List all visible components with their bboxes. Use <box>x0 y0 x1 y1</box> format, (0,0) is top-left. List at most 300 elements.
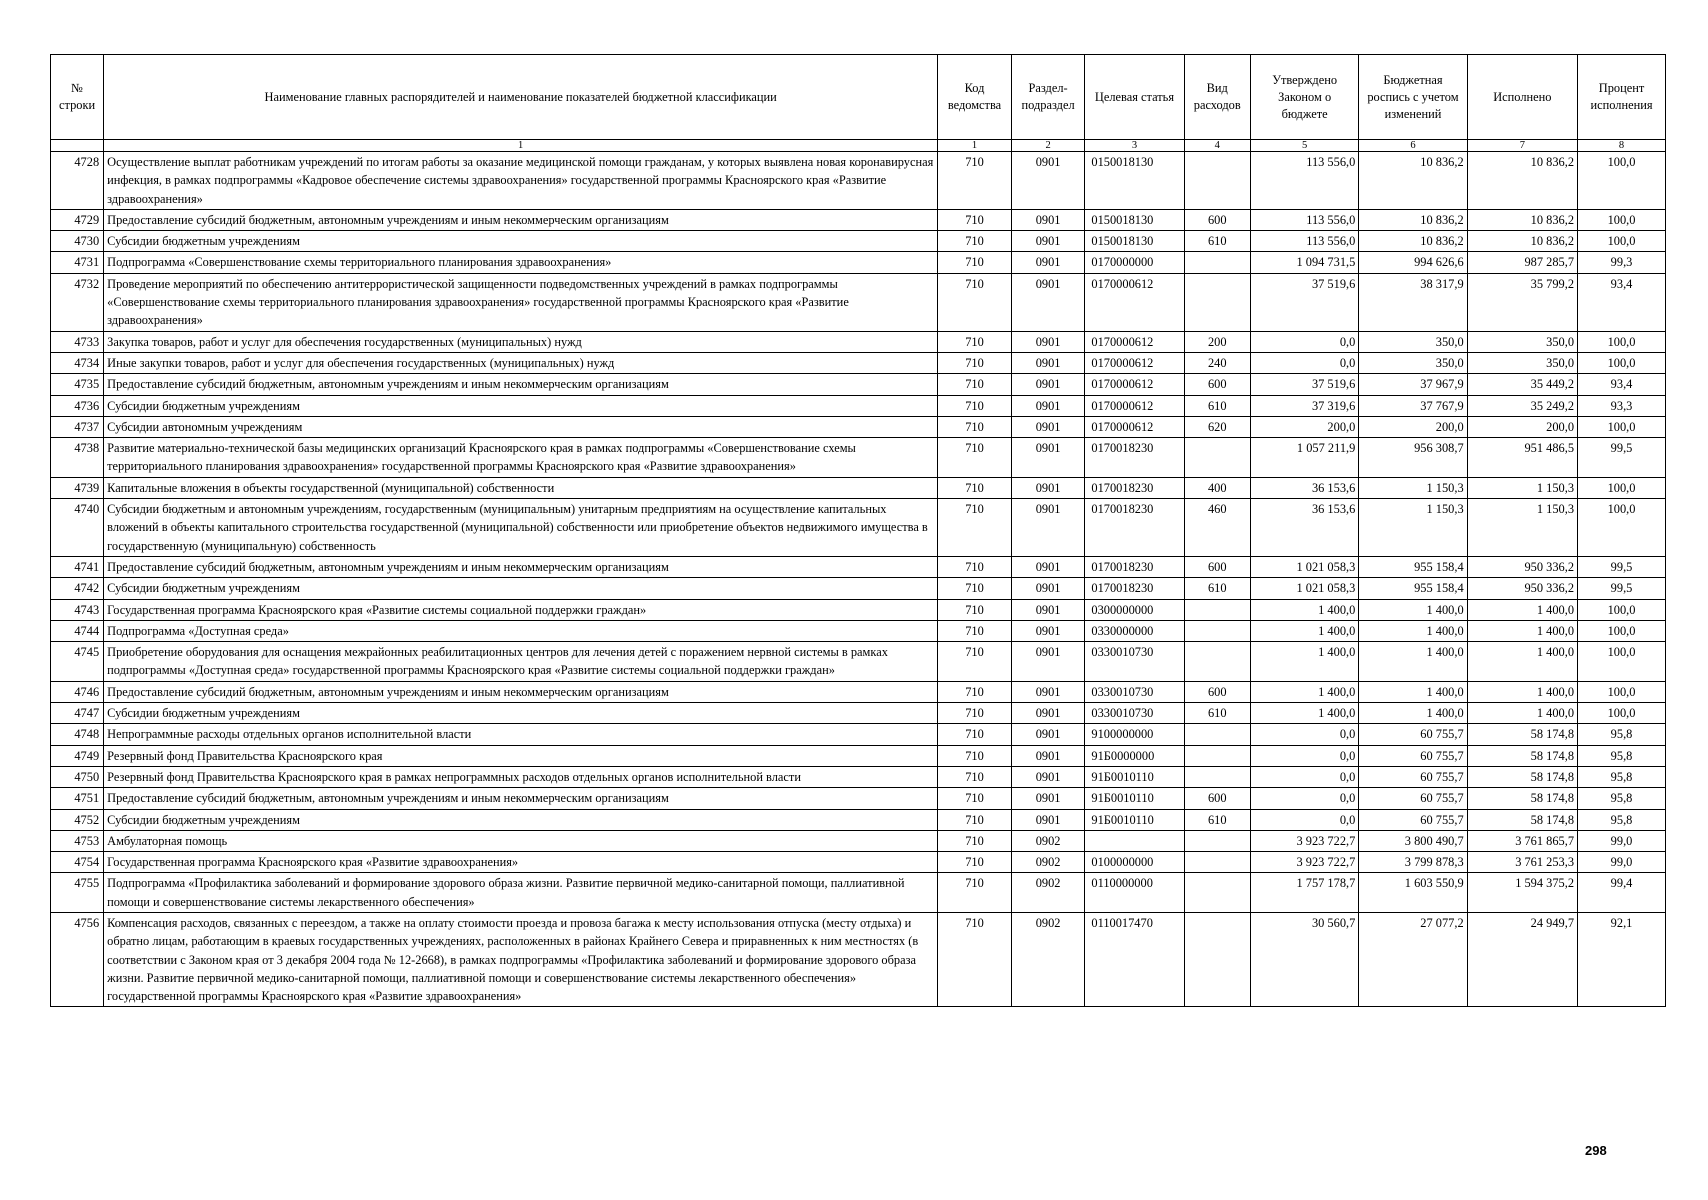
percent-value: 95,8 <box>1578 745 1666 766</box>
section-code: 0901 <box>1011 499 1085 557</box>
column-number: 4 <box>1184 140 1250 152</box>
section-code: 0901 <box>1011 724 1085 745</box>
budget-schedule-value: 27 077,2 <box>1359 912 1467 1006</box>
approved-value: 0,0 <box>1250 352 1358 373</box>
dept-code: 710 <box>938 331 1012 352</box>
row-number: 4756 <box>51 912 104 1006</box>
expense-type-code <box>1184 766 1250 787</box>
row-number: 4750 <box>51 766 104 787</box>
percent-value: 95,8 <box>1578 724 1666 745</box>
percent-value: 100,0 <box>1578 477 1666 498</box>
section-code: 0901 <box>1011 703 1085 724</box>
budget-schedule-value: 1 603 550,9 <box>1359 873 1467 913</box>
dept-code: 710 <box>938 642 1012 682</box>
approved-value: 3 923 722,7 <box>1250 852 1358 873</box>
table-row <box>51 578 1666 599</box>
target-item-code: 0330000000 <box>1085 620 1184 641</box>
executed-value: 10 836,2 <box>1467 209 1577 230</box>
approved-value: 113 556,0 <box>1250 231 1358 252</box>
dept-code: 710 <box>938 231 1012 252</box>
section-code: 0901 <box>1011 438 1085 478</box>
approved-value: 0,0 <box>1250 745 1358 766</box>
approved-value: 1 021 058,3 <box>1250 556 1358 577</box>
section-code: 0901 <box>1011 809 1085 830</box>
approved-value: 0,0 <box>1250 331 1358 352</box>
dept-code: 710 <box>938 809 1012 830</box>
table-header-row <box>51 55 1666 140</box>
section-code: 0901 <box>1011 745 1085 766</box>
row-number: 4737 <box>51 416 104 437</box>
expense-type-code <box>1184 599 1250 620</box>
target-item-code: 0170000612 <box>1085 331 1184 352</box>
table-row <box>51 873 1666 913</box>
section-code: 0901 <box>1011 352 1085 373</box>
executed-value: 1 400,0 <box>1467 620 1577 641</box>
section-code: 0902 <box>1011 912 1085 1006</box>
section-code: 0901 <box>1011 578 1085 599</box>
row-name: Закупка товаров, работ и услуг для обеспечения государственных (муниципальных) нужд <box>104 331 938 352</box>
row-number: 4751 <box>51 788 104 809</box>
approved-value: 0,0 <box>1250 724 1358 745</box>
budget-schedule-value: 1 400,0 <box>1359 681 1467 702</box>
section-code: 0901 <box>1011 620 1085 641</box>
percent-value: 100,0 <box>1578 642 1666 682</box>
budget-schedule-value: 1 150,3 <box>1359 499 1467 557</box>
percent-value: 100,0 <box>1578 703 1666 724</box>
table-row <box>51 331 1666 352</box>
budget-schedule-value: 60 755,7 <box>1359 745 1467 766</box>
header-section: Раздел-подраздел <box>1011 55 1085 140</box>
target-item-code: 0170000612 <box>1085 416 1184 437</box>
table-row <box>51 499 1666 557</box>
row-name: Непрограммные расходы отдельных органов исполнительной власти <box>104 724 938 745</box>
dept-code: 710 <box>938 745 1012 766</box>
approved-value: 1 021 058,3 <box>1250 578 1358 599</box>
approved-value: 1 094 731,5 <box>1250 252 1358 273</box>
percent-value: 92,1 <box>1578 912 1666 1006</box>
target-item-code: 91Б0010110 <box>1085 809 1184 830</box>
row-number: 4747 <box>51 703 104 724</box>
table-row <box>51 152 1666 210</box>
table-row <box>51 642 1666 682</box>
row-number: 4745 <box>51 642 104 682</box>
budget-table-page <box>50 54 1666 1007</box>
section-code: 0901 <box>1011 766 1085 787</box>
header-expense-type: Вид расходов <box>1184 55 1250 140</box>
table-row <box>51 374 1666 395</box>
approved-value: 1 057 211,9 <box>1250 438 1358 478</box>
percent-value: 100,0 <box>1578 599 1666 620</box>
row-number: 4744 <box>51 620 104 641</box>
budget-schedule-value: 1 400,0 <box>1359 620 1467 641</box>
percent-value: 99,5 <box>1578 578 1666 599</box>
budget-schedule-value: 37 967,9 <box>1359 374 1467 395</box>
expense-type-code <box>1184 620 1250 641</box>
row-number: 4743 <box>51 599 104 620</box>
column-number: 2 <box>1011 140 1085 152</box>
percent-value: 99,5 <box>1578 556 1666 577</box>
executed-value: 1 400,0 <box>1467 642 1577 682</box>
executed-value: 35 799,2 <box>1467 273 1577 331</box>
executed-value: 1 400,0 <box>1467 703 1577 724</box>
percent-value: 100,0 <box>1578 231 1666 252</box>
row-name: Компенсация расходов, связанных с переездом, а также на оплату стоимости проезда и провоза багажа к месту использования отпуска (месту отдыха) и обратно лицам, работающим в краевых государственных учреждениях, расположенных в районах Крайнего Севера и приравненных к ним местностях (в соответствии с Законом края от 3 декабря 2004 года № 12-2668), в рамках подпрограммы «Профилактика заболеваний и формирование здорового образа жизни. Развитие первичной медико-санитарной помощи, паллиативной помощи и совершенствование системы лекарственного обеспечения» государственной программы Красноярского края «Развитие здравоохранения» <box>104 912 938 1006</box>
expense-type-code: 600 <box>1184 556 1250 577</box>
executed-value: 350,0 <box>1467 352 1577 373</box>
section-code: 0901 <box>1011 252 1085 273</box>
budget-schedule-value: 60 755,7 <box>1359 766 1467 787</box>
expense-type-code <box>1184 152 1250 210</box>
executed-value: 200,0 <box>1467 416 1577 437</box>
row-name: Субсидии бюджетным учреждениям <box>104 231 938 252</box>
dept-code: 710 <box>938 766 1012 787</box>
section-code: 0901 <box>1011 788 1085 809</box>
table-row <box>51 477 1666 498</box>
budget-schedule-value: 955 158,4 <box>1359 556 1467 577</box>
percent-value: 99,5 <box>1578 438 1666 478</box>
target-item-code <box>1085 830 1184 851</box>
budget-execution-table <box>50 54 1666 1007</box>
expense-type-code: 200 <box>1184 331 1250 352</box>
page-number: 298 <box>1585 1143 1607 1158</box>
table-body <box>51 152 1666 1007</box>
target-item-code: 0170018230 <box>1085 438 1184 478</box>
column-number <box>51 140 104 152</box>
executed-value: 1 400,0 <box>1467 599 1577 620</box>
dept-code: 710 <box>938 273 1012 331</box>
target-item-code: 0100000000 <box>1085 852 1184 873</box>
row-name: Субсидии бюджетным учреждениям <box>104 578 938 599</box>
section-code: 0901 <box>1011 374 1085 395</box>
budget-schedule-value: 38 317,9 <box>1359 273 1467 331</box>
percent-value: 100,0 <box>1578 620 1666 641</box>
percent-value: 93,4 <box>1578 273 1666 331</box>
row-name: Субсидии бюджетным учреждениям <box>104 395 938 416</box>
target-item-code: 0170000612 <box>1085 395 1184 416</box>
row-number: 4754 <box>51 852 104 873</box>
dept-code: 710 <box>938 152 1012 210</box>
approved-value: 113 556,0 <box>1250 152 1358 210</box>
target-item-code: 0170018230 <box>1085 499 1184 557</box>
dept-code: 710 <box>938 209 1012 230</box>
approved-value: 1 400,0 <box>1250 703 1358 724</box>
row-number: 4733 <box>51 331 104 352</box>
executed-value: 951 486,5 <box>1467 438 1577 478</box>
expense-type-code: 600 <box>1184 788 1250 809</box>
target-item-code: 0330010730 <box>1085 681 1184 702</box>
row-number: 4748 <box>51 724 104 745</box>
expense-type-code <box>1184 438 1250 478</box>
column-number: 3 <box>1085 140 1184 152</box>
executed-value: 3 761 253,3 <box>1467 852 1577 873</box>
expense-type-code <box>1184 852 1250 873</box>
header-approved: Утверждено Законом о бюджете <box>1250 55 1358 140</box>
row-number: 4753 <box>51 830 104 851</box>
expense-type-code <box>1184 830 1250 851</box>
executed-value: 1 594 375,2 <box>1467 873 1577 913</box>
row-number: 4728 <box>51 152 104 210</box>
approved-value: 36 153,6 <box>1250 499 1358 557</box>
header-budget-schedule: Бюджетная роспись с учетом изменений <box>1359 55 1467 140</box>
target-item-code: 0170018230 <box>1085 578 1184 599</box>
target-item-code: 0170000612 <box>1085 352 1184 373</box>
executed-value: 24 949,7 <box>1467 912 1577 1006</box>
column-number: 1 <box>938 140 1012 152</box>
row-number: 4732 <box>51 273 104 331</box>
expense-type-code <box>1184 873 1250 913</box>
percent-value: 100,0 <box>1578 416 1666 437</box>
target-item-code: 0300000000 <box>1085 599 1184 620</box>
executed-value: 58 174,8 <box>1467 745 1577 766</box>
expense-type-code <box>1184 642 1250 682</box>
percent-value: 95,8 <box>1578 766 1666 787</box>
target-item-code: 0170000612 <box>1085 273 1184 331</box>
expense-type-code <box>1184 745 1250 766</box>
target-item-code: 0170000000 <box>1085 252 1184 273</box>
dept-code: 710 <box>938 788 1012 809</box>
budget-schedule-value: 1 400,0 <box>1359 703 1467 724</box>
executed-value: 35 449,2 <box>1467 374 1577 395</box>
table-row <box>51 724 1666 745</box>
expense-type-code <box>1184 912 1250 1006</box>
row-number: 4740 <box>51 499 104 557</box>
approved-value: 1 400,0 <box>1250 599 1358 620</box>
percent-value: 99,0 <box>1578 830 1666 851</box>
executed-value: 3 761 865,7 <box>1467 830 1577 851</box>
row-number: 4735 <box>51 374 104 395</box>
percent-value: 93,3 <box>1578 395 1666 416</box>
approved-value: 37 319,6 <box>1250 395 1358 416</box>
dept-code: 710 <box>938 438 1012 478</box>
dept-code: 710 <box>938 374 1012 395</box>
dept-code: 710 <box>938 830 1012 851</box>
row-number: 4742 <box>51 578 104 599</box>
target-item-code: 0150018130 <box>1085 152 1184 210</box>
row-name: Подпрограмма «Совершенствование схемы территориального планирования здравоохранения» <box>104 252 938 273</box>
row-number: 4734 <box>51 352 104 373</box>
row-name: Предоставление субсидий бюджетным, автономным учреждениям и иным некоммерческим организациям <box>104 374 938 395</box>
approved-value: 37 519,6 <box>1250 374 1358 395</box>
row-name: Государственная программа Красноярского края «Развитие здравоохранения» <box>104 852 938 873</box>
expense-type-code: 610 <box>1184 231 1250 252</box>
row-name: Предоставление субсидий бюджетным, автономным учреждениям и иным некоммерческим организациям <box>104 788 938 809</box>
budget-schedule-value: 994 626,6 <box>1359 252 1467 273</box>
expense-type-code: 610 <box>1184 809 1250 830</box>
executed-value: 950 336,2 <box>1467 556 1577 577</box>
column-number: 7 <box>1467 140 1577 152</box>
table-row <box>51 681 1666 702</box>
budget-schedule-value: 956 308,7 <box>1359 438 1467 478</box>
budget-schedule-value: 350,0 <box>1359 331 1467 352</box>
percent-value: 99,0 <box>1578 852 1666 873</box>
target-item-code: 91Б0010110 <box>1085 788 1184 809</box>
row-number: 4731 <box>51 252 104 273</box>
dept-code: 710 <box>938 852 1012 873</box>
column-number-row <box>51 140 1666 152</box>
executed-value: 950 336,2 <box>1467 578 1577 599</box>
section-code: 0901 <box>1011 231 1085 252</box>
target-item-code: 9100000000 <box>1085 724 1184 745</box>
row-number: 4730 <box>51 231 104 252</box>
percent-value: 100,0 <box>1578 209 1666 230</box>
row-name: Капитальные вложения в объекты государственной (муниципальной) собственности <box>104 477 938 498</box>
executed-value: 58 174,8 <box>1467 809 1577 830</box>
target-item-code: 0150018130 <box>1085 209 1184 230</box>
expense-type-code: 600 <box>1184 374 1250 395</box>
table-row <box>51 416 1666 437</box>
section-code: 0901 <box>1011 599 1085 620</box>
table-row <box>51 809 1666 830</box>
row-name: Государственная программа Красноярского края «Развитие системы социальной поддержки граждан» <box>104 599 938 620</box>
budget-schedule-value: 10 836,2 <box>1359 231 1467 252</box>
expense-type-code: 600 <box>1184 209 1250 230</box>
budget-schedule-value: 1 400,0 <box>1359 642 1467 682</box>
budget-schedule-value: 350,0 <box>1359 352 1467 373</box>
dept-code: 710 <box>938 556 1012 577</box>
percent-value: 100,0 <box>1578 499 1666 557</box>
budget-schedule-value: 10 836,2 <box>1359 152 1467 210</box>
table-row <box>51 556 1666 577</box>
approved-value: 1 400,0 <box>1250 681 1358 702</box>
approved-value: 0,0 <box>1250 766 1358 787</box>
budget-schedule-value: 3 799 878,3 <box>1359 852 1467 873</box>
executed-value: 10 836,2 <box>1467 152 1577 210</box>
approved-value: 1 757 178,7 <box>1250 873 1358 913</box>
expense-type-code: 620 <box>1184 416 1250 437</box>
approved-value: 37 519,6 <box>1250 273 1358 331</box>
approved-value: 1 400,0 <box>1250 642 1358 682</box>
row-number: 4755 <box>51 873 104 913</box>
budget-schedule-value: 60 755,7 <box>1359 809 1467 830</box>
row-number: 4749 <box>51 745 104 766</box>
expense-type-code: 610 <box>1184 395 1250 416</box>
header-executed: Исполнено <box>1467 55 1577 140</box>
budget-schedule-value: 1 150,3 <box>1359 477 1467 498</box>
table-row <box>51 745 1666 766</box>
section-code: 0901 <box>1011 152 1085 210</box>
target-item-code: 0110000000 <box>1085 873 1184 913</box>
approved-value: 0,0 <box>1250 809 1358 830</box>
target-item-code: 91Б0000000 <box>1085 745 1184 766</box>
table-row <box>51 252 1666 273</box>
percent-value: 99,3 <box>1578 252 1666 273</box>
expense-type-code <box>1184 252 1250 273</box>
target-item-code: 0330010730 <box>1085 642 1184 682</box>
dept-code: 710 <box>938 912 1012 1006</box>
table-row <box>51 599 1666 620</box>
row-number: 4736 <box>51 395 104 416</box>
target-item-code: 0110017470 <box>1085 912 1184 1006</box>
dept-code: 710 <box>938 252 1012 273</box>
dept-code: 710 <box>938 352 1012 373</box>
dept-code: 710 <box>938 873 1012 913</box>
executed-value: 987 285,7 <box>1467 252 1577 273</box>
expense-type-code: 610 <box>1184 578 1250 599</box>
percent-value: 100,0 <box>1578 152 1666 210</box>
percent-value: 100,0 <box>1578 681 1666 702</box>
row-number: 4739 <box>51 477 104 498</box>
executed-value: 58 174,8 <box>1467 766 1577 787</box>
expense-type-code: 600 <box>1184 681 1250 702</box>
dept-code: 710 <box>938 724 1012 745</box>
expense-type-code: 240 <box>1184 352 1250 373</box>
section-code: 0901 <box>1011 416 1085 437</box>
budget-schedule-value: 10 836,2 <box>1359 209 1467 230</box>
header-dept-code: Код ведомства <box>938 55 1012 140</box>
budget-schedule-value: 3 800 490,7 <box>1359 830 1467 851</box>
executed-value: 1 150,3 <box>1467 477 1577 498</box>
expense-type-code: 400 <box>1184 477 1250 498</box>
section-code: 0902 <box>1011 830 1085 851</box>
row-name: Предоставление субсидий бюджетным, автономным учреждениям и иным некоммерческим организациям <box>104 209 938 230</box>
approved-value: 36 153,6 <box>1250 477 1358 498</box>
percent-value: 100,0 <box>1578 352 1666 373</box>
budget-schedule-value: 37 767,9 <box>1359 395 1467 416</box>
percent-value: 95,8 <box>1578 809 1666 830</box>
section-code: 0901 <box>1011 395 1085 416</box>
row-name: Развитие материально-технической базы медицинских организаций Красноярского края в рамках подпрограммы «Совершенствование схемы территориального планирования здравоохранения» государственной программы Красноярского края «Развитие здравоохранения» <box>104 438 938 478</box>
section-code: 0901 <box>1011 681 1085 702</box>
row-name: Иные закупки товаров, работ и услуг для обеспечения государственных (муниципальных) нужд <box>104 352 938 373</box>
column-number: 1 <box>104 140 938 152</box>
table-row <box>51 209 1666 230</box>
approved-value: 3 923 722,7 <box>1250 830 1358 851</box>
target-item-code: 0330010730 <box>1085 703 1184 724</box>
percent-value: 93,4 <box>1578 374 1666 395</box>
dept-code: 710 <box>938 578 1012 599</box>
approved-value: 30 560,7 <box>1250 912 1358 1006</box>
table-row <box>51 395 1666 416</box>
table-row <box>51 620 1666 641</box>
dept-code: 710 <box>938 599 1012 620</box>
row-number: 4741 <box>51 556 104 577</box>
executed-value: 1 400,0 <box>1467 681 1577 702</box>
dept-code: 710 <box>938 703 1012 724</box>
target-item-code: 0170018230 <box>1085 477 1184 498</box>
table-row <box>51 912 1666 1006</box>
executed-value: 58 174,8 <box>1467 788 1577 809</box>
row-name: Подпрограмма «Доступная среда» <box>104 620 938 641</box>
row-name: Предоставление субсидий бюджетным, автономным учреждениям и иным некоммерческим организациям <box>104 556 938 577</box>
row-name: Резервный фонд Правительства Красноярского края в рамках непрограммных расходов отдельных органов исполнительной власти <box>104 766 938 787</box>
dept-code: 710 <box>938 681 1012 702</box>
expense-type-code <box>1184 724 1250 745</box>
section-code: 0901 <box>1011 331 1085 352</box>
target-item-code: 0150018130 <box>1085 231 1184 252</box>
budget-schedule-value: 60 755,7 <box>1359 724 1467 745</box>
expense-type-code: 460 <box>1184 499 1250 557</box>
executed-value: 58 174,8 <box>1467 724 1577 745</box>
percent-value: 95,8 <box>1578 788 1666 809</box>
approved-value: 113 556,0 <box>1250 209 1358 230</box>
executed-value: 35 249,2 <box>1467 395 1577 416</box>
row-name: Предоставление субсидий бюджетным, автономным учреждениям и иным некоммерческим организациям <box>104 681 938 702</box>
table-row <box>51 273 1666 331</box>
budget-schedule-value: 60 755,7 <box>1359 788 1467 809</box>
row-name: Амбулаторная помощь <box>104 830 938 851</box>
approved-value: 200,0 <box>1250 416 1358 437</box>
budget-schedule-value: 200,0 <box>1359 416 1467 437</box>
row-number: 4729 <box>51 209 104 230</box>
percent-value: 100,0 <box>1578 331 1666 352</box>
section-code: 0902 <box>1011 852 1085 873</box>
expense-type-code: 610 <box>1184 703 1250 724</box>
dept-code: 710 <box>938 416 1012 437</box>
row-number: 4746 <box>51 681 104 702</box>
header-row-number: № строки <box>51 55 104 140</box>
table-row <box>51 438 1666 478</box>
row-name: Субсидии автономным учреждениям <box>104 416 938 437</box>
